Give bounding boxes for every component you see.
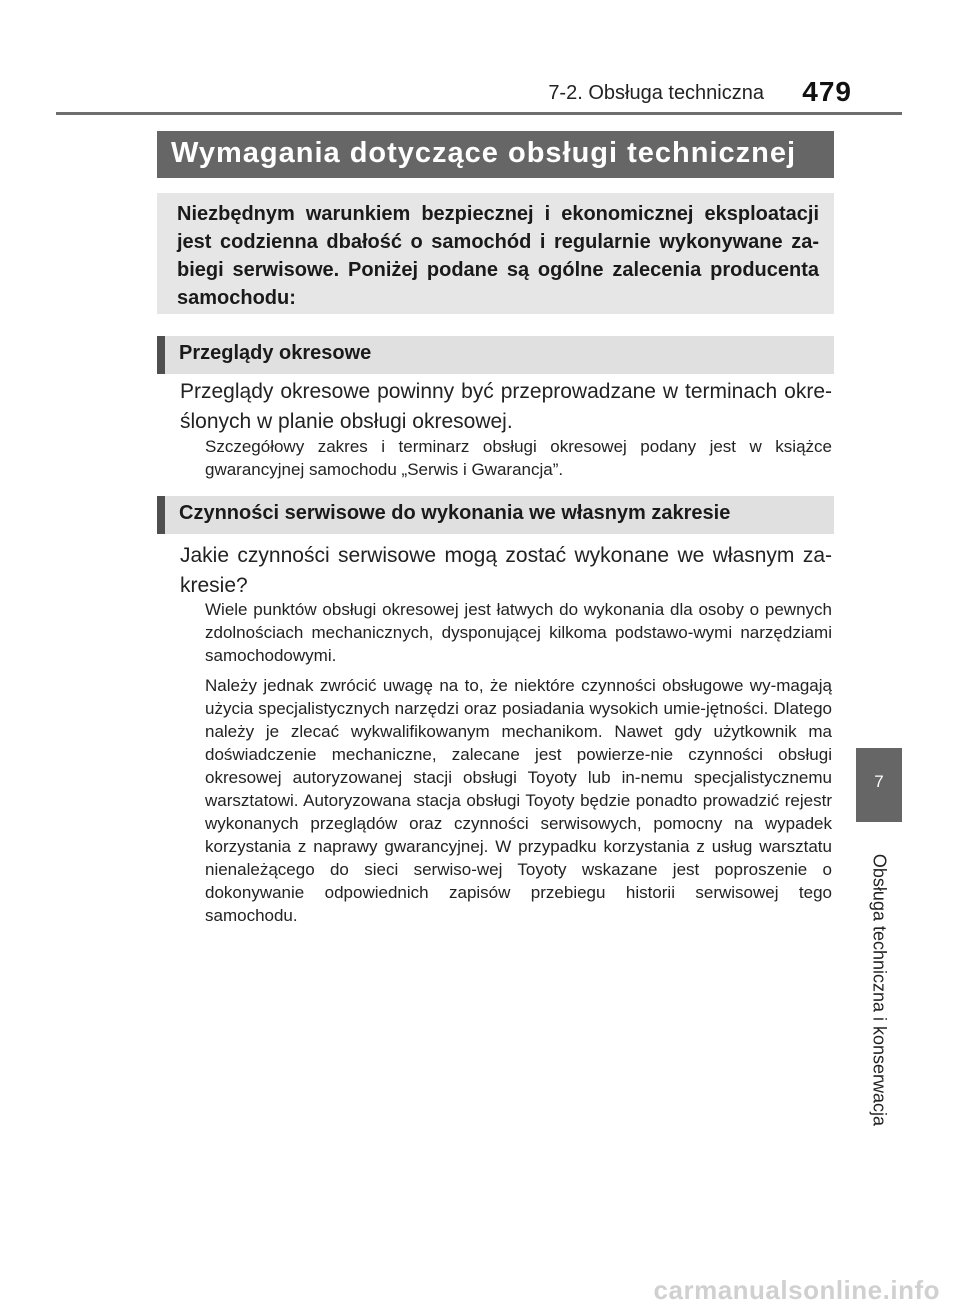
- title-banner: [157, 131, 834, 178]
- section-heading-bar: [157, 336, 165, 374]
- header-divider: [56, 112, 902, 115]
- section-detail-text: Wiele punktów obsługi okresowej jest łatwych do wykonania dla osoby o pewnych zdolnościach mechanicznych, dysponującej kilkoma podstawo-wymi narzędziami samochodowymi.: [205, 600, 832, 665]
- page-number: 479: [802, 76, 852, 107]
- section-heading-label: Przeglądy okresowe: [179, 342, 372, 364]
- section-detail-text: Należy jednak zwrócić uwagę na to, że niektóre czynności obsługowe wy-magają użycia specjalistycznych narzędzi oraz posiadania wysokich umie-jętności. Dlatego należy je zlecać wykwalifikowanym mechanikom. Nawet gdy użytkownik ma doświadczenie mechaniczne, zalecane jest powierze-nie czynności obsługi okresowej autoryzowanej stacji obsługi Toyoty lub in-nemu specjalistycznemu warsztatowi. Autoryzowana stacja obsługi Toyoty będzie ponadto prowadzić rejestr wykonanych przeglądów oraz czynności serwisowych, pomocny na wypadek korzystania z naprawy gwarancyjnej. W przypadku korzystania z usług warsztatu nienależącego do sieci serwiso-wej Toyoty wskazane jest poproszenie o dokonywanie odpowiednich zapisów przebiegu historii serwisowej tego samochodu.: [205, 676, 832, 925]
- section-heading-periodic-inspections: [157, 336, 834, 374]
- page-title: Wymagania dotyczące obsługi technicznej: [171, 137, 797, 169]
- section-lead-text: Przeglądy okresowe powinny być przeprowadzane w terminach okre-ślonych w planie obsługi okresowej.: [180, 380, 832, 433]
- chapter-tab: [856, 748, 902, 822]
- intro-text: Niezbędnym warunkiem bezpiecznej i ekonomicznej eksploatacji jest codzienna dbałość o samochód i regularnie wykonywane za-biegi serwisowe. Poniżej podane są ogólne zalecenia producenta samochodu:: [177, 203, 819, 309]
- running-header-section: 7-2. Obsługa techniczna: [548, 82, 764, 104]
- section-lead-text: Jakie czynności serwisowe mogą zostać wykonane we własnym za-kresie?: [180, 544, 832, 597]
- section-heading-label: Czynności serwisowe do wykonania we własnym zakresie: [179, 502, 731, 524]
- chapter-title-vertical: Obsługa techniczna i konserwacja: [869, 853, 890, 1127]
- intro-box: [157, 193, 834, 314]
- section-heading-bar: [157, 496, 165, 534]
- chapter-number: 7: [874, 772, 884, 791]
- watermark: carmanualsonline.info: [653, 1275, 940, 1305]
- section-heading-diy-maintenance: [157, 496, 834, 534]
- section-detail-text: Szczegółowy zakres i terminarz obsługi okresowej podany jest w książce gwarancyjnej samochodu „Serwis i Gwarancja”.: [205, 437, 832, 479]
